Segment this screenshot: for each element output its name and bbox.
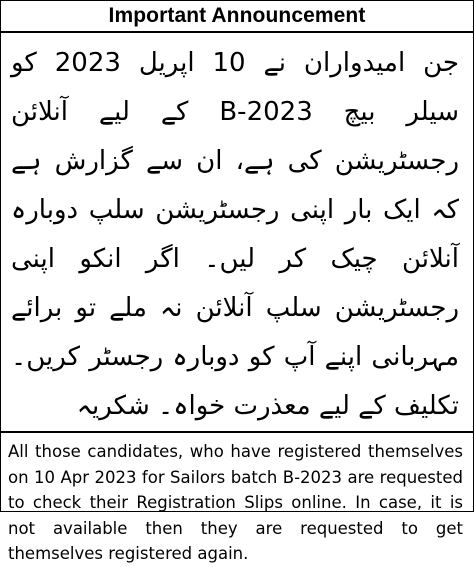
urdu-announcement-text: جن امیدواران نے 10 اپریل 2023 کو سیلر بیچ B-2023 کے لیے آنلائن رجسٹریشن کی ہے، ان سے گزارش ہے کہ ایک بار اپنی رجسٹریشن سلپ دوبارہ آنلائن چیک کر لیں۔ اگر انکو اپنی رجسٹریشن سلپ آنلائن نہ ملے تو برائے مہربانی اپنے آپ کو دوبارہ رجسٹر کریں۔تکلیف کے لیے معذرت خواہ۔ شکریہ [11, 48, 459, 421]
english-announcement-text: All those candidates, who have registered themselves on 10 Apr 2023 for Sailors batch B-2023 are requested to check their Registration Slips online. In case, it is not available then they are requested to get themselves registered again. [8, 442, 463, 563]
urdu-section [1, 33, 473, 433]
announcement-title: Important Announcement [108, 4, 366, 27]
english-section [1, 433, 473, 563]
title-bar [1, 1, 473, 33]
